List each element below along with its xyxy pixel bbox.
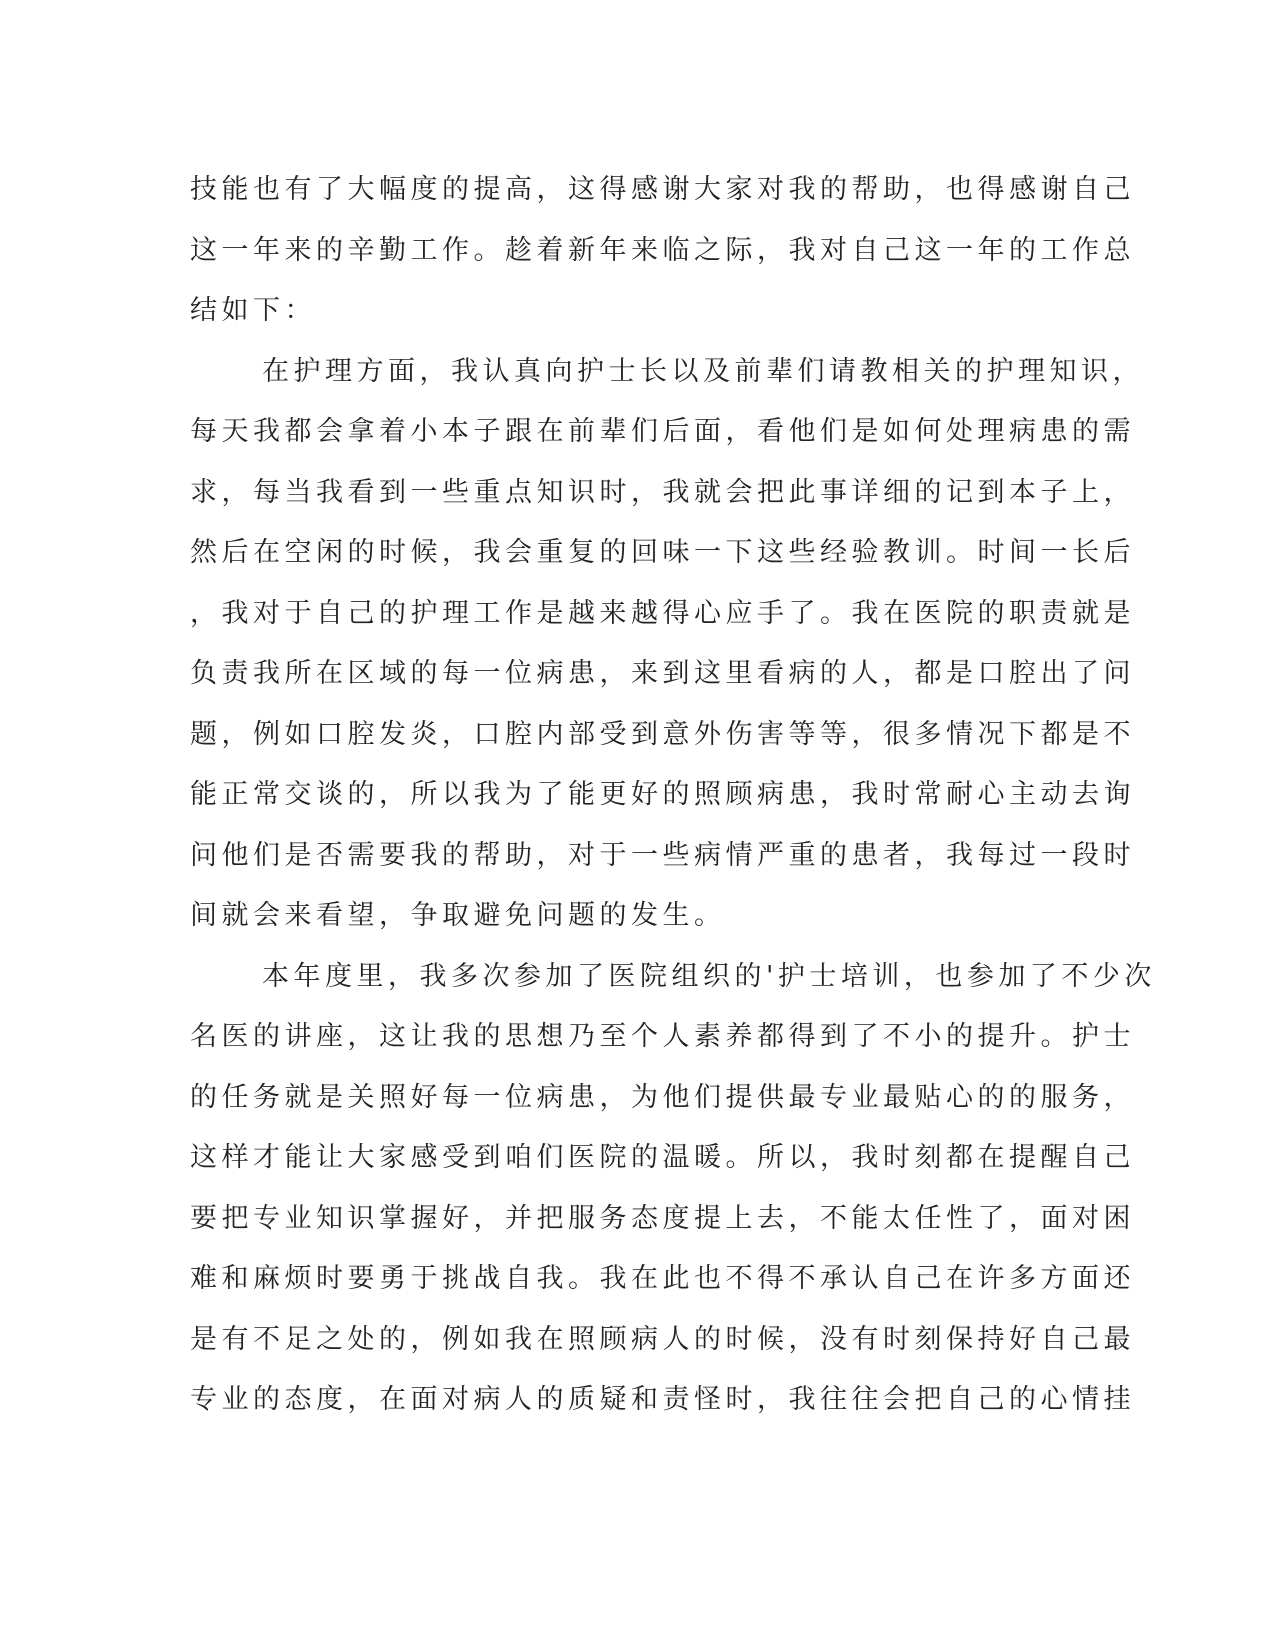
text-line: 名医的讲座，这让我的思想乃至个人素养都得到了不小的提升。护士	[190, 1021, 1135, 1052]
text-line: 问他们是否需要我的帮助，对于一些病情严重的患者，我每过一段时	[190, 839, 1135, 871]
text-line: 结如下：	[190, 295, 316, 326]
text-line: 每天我都会拿着小本子跟在前辈们后面，看他们是如何处理病患的需	[190, 416, 1135, 447]
text-line: 题，例如口腔发炎，口腔内部受到意外伤害等等，很多情况下都是不	[190, 718, 1135, 750]
paragraph-first-line: 在护理方面，我认真向护士长以及前辈们请教相关的护理知识，	[262, 355, 1144, 387]
text-line: 这样才能让大家感受到咱们医院的温暖。所以，我时刻都在提醒自己	[190, 1142, 1135, 1173]
text-line: 间就会来看望，争取避免问题的发生。	[190, 900, 726, 931]
paragraph-first-line: 本年度里，我多次参加了医院组织的'护士培训，也参加了不少次	[262, 960, 1156, 992]
document-body	[190, 160, 1156, 1431]
text-line: 能正常交谈的，所以我为了能更好的照顾病患，我时常耐心主动去询	[190, 779, 1135, 810]
text-line: 技能也有了大幅度的提高，这得感谢大家对我的帮助，也得感谢自己	[190, 174, 1135, 205]
text-line: 是有不足之处的，例如我在照顾病人的时候，没有时刻保持好自己最	[190, 1323, 1135, 1355]
text-line: 然后在空闲的时候，我会重复的回味一下这些经验教训。时间一长后	[190, 537, 1135, 568]
text-line: 要把专业知识掌握好，并把服务态度提上去，不能太任性了，面对困	[190, 1202, 1135, 1234]
text-line: 专业的态度，在面对病人的质疑和责怪时，我往往会把自己的心情挂	[190, 1384, 1135, 1415]
text-line: ，我对于自己的护理工作是越来越得心应手了。我在医院的职责就是	[190, 597, 1135, 629]
text-line: 求，每当我看到一些重点知识时，我就会把此事详细的记到本子上，	[190, 476, 1135, 508]
text-line: 的任务就是关照好每一位病患，为他们提供最专业最贴心的的服务，	[190, 1081, 1135, 1113]
text-line: 负责我所在区域的每一位病患，来到这里看病的人，都是口腔出了问	[190, 658, 1135, 689]
text-line: 难和麻烦时要勇于挑战自我。我在此也不得不承认自己在许多方面还	[190, 1263, 1135, 1294]
text-line: 这一年来的辛勤工作。趁着新年来临之际，我对自己这一年的工作总	[190, 234, 1135, 266]
